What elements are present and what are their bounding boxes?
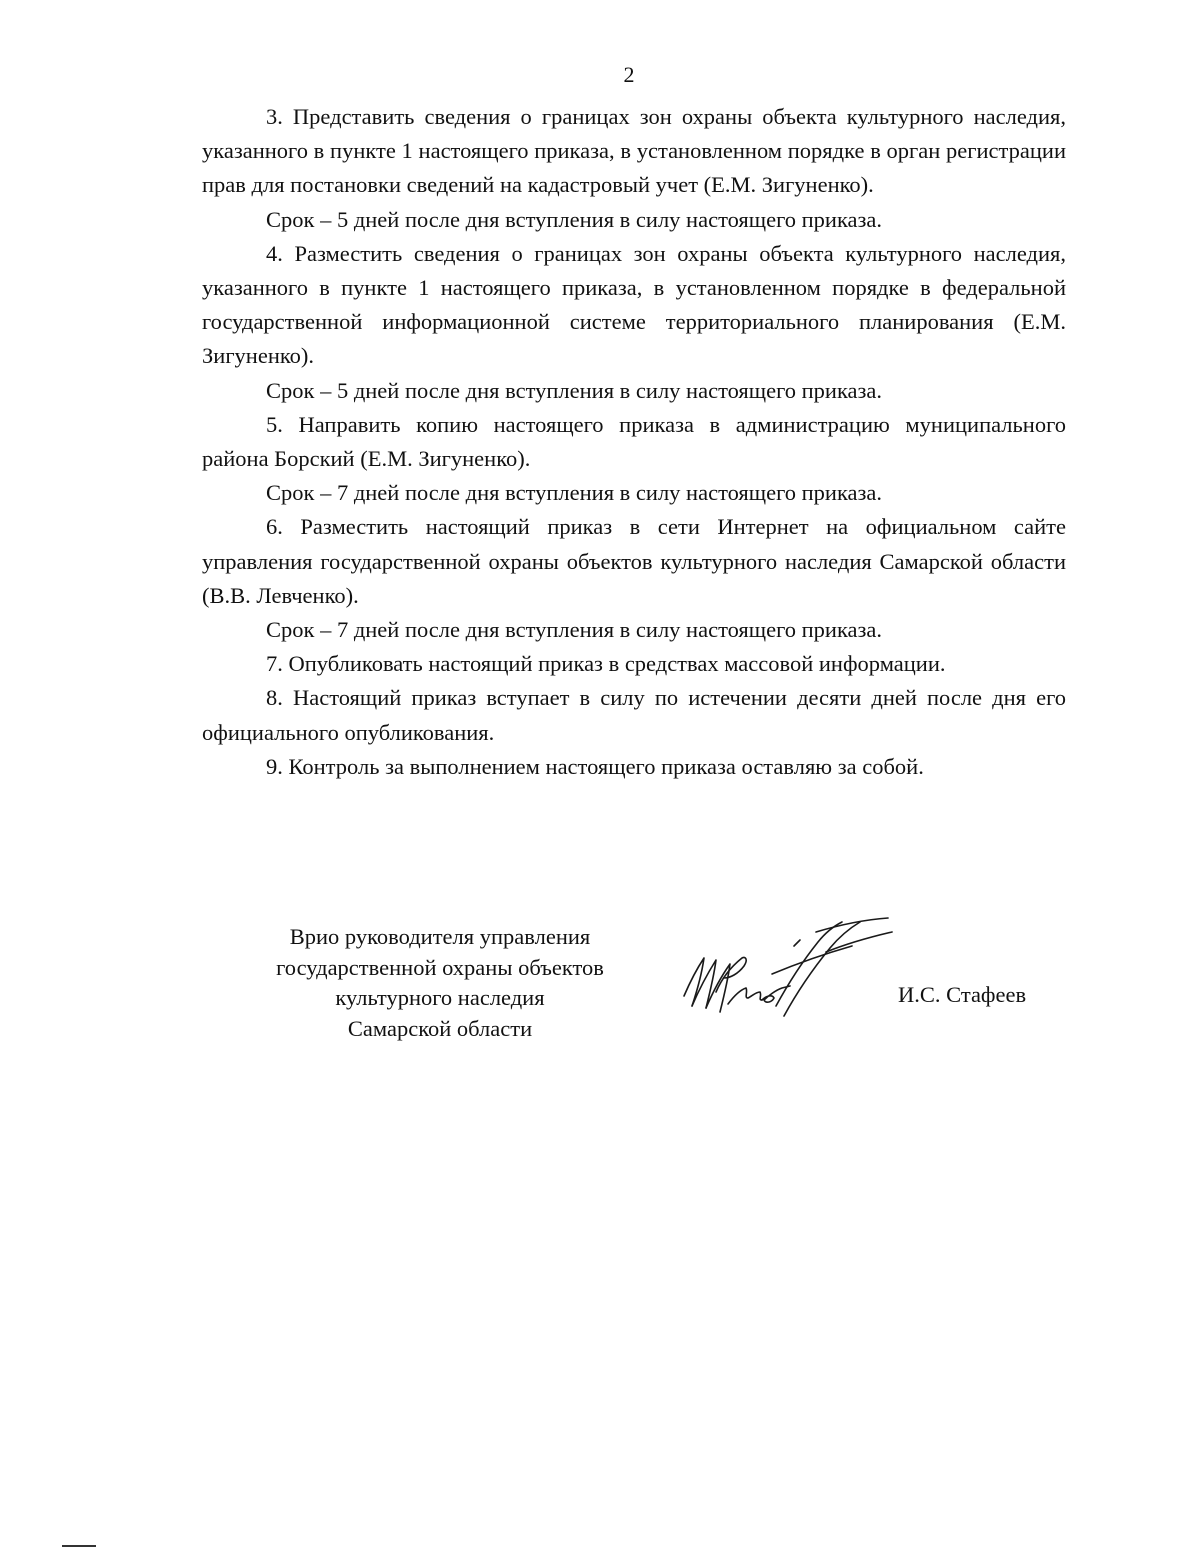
signer-name: И.С. Стафеев (898, 982, 1027, 1007)
handwritten-signature (676, 912, 908, 1028)
order-item-8: 8. Настоящий приказ вступает в силу по истечении десяти дней после дня его официального опубликования. (202, 685, 1066, 745)
deadline-item-6: Срок – 7 дней после дня вступления в силу настоящего приказа. (266, 617, 883, 643)
signer-position-line: Самарской области (347, 1015, 533, 1041)
deadline-item-5: Срок – 7 дней после дня вступления в силу настоящего приказа. (266, 480, 883, 506)
signer-position-line: государственной охраны объектов (276, 954, 604, 980)
signer-position (200, 922, 680, 1044)
signer-position-line: Врио руководителя управления (289, 924, 591, 949)
deadline-item-4: Срок – 5 дней после дня вступления в силу настоящего приказа. (266, 377, 883, 403)
deadline-item-3: Срок – 5 дней после дня вступления в силу настоящего приказа. (266, 206, 883, 232)
order-item-7: 7. Опубликовать настоящий приказ в средствах массовой информации. (266, 651, 946, 677)
signer-position-line: культурного наследия (335, 985, 545, 1010)
order-item-9: 9. Контроль за выполнением настоящего приказа оставляю за собой. (266, 753, 924, 779)
scan-artifact-mark (62, 1545, 96, 1547)
page-number: 2 (623, 62, 635, 87)
order-item-6: 6. Разместить настоящий приказ в сети Интернет на официальном сайте управления государственной охраны объектов культурного наследия Самарской области (В.В. Левченко). (202, 514, 1066, 608)
order-item-3: 3. Представить сведения о границах зон охраны объекта культурного наследия, указанного в пункте 1 настоящего приказа, в установленном порядке в орган регистрации прав для постановки сведений на кадастровый учет (Е.М. Зигуненко). (202, 104, 1066, 198)
order-item-5: 5. Направить копию настоящего приказа в администрацию муниципального района Борский (Е.М. Зигуненко). (202, 411, 1066, 472)
order-item-4: 4. Разместить сведения о границах зон охраны объекта культурного наследия, указанного в пункте 1 настоящего приказа, в установленном порядке в федеральной государственной информационной системе территориального планирования (Е.М. Зигуненко). (202, 240, 1066, 369)
order-body (202, 100, 1066, 784)
